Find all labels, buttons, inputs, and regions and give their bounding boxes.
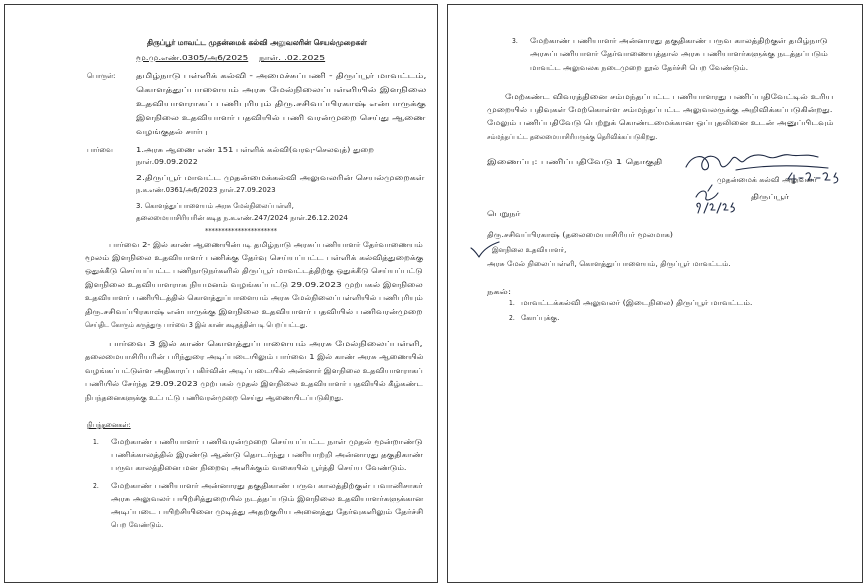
reference-line: ந.க.எண்.0361/அ6/2023 நாள்.27.09.2023 — [136, 186, 276, 194]
reference-date: நாள். .02.2025 — [259, 54, 326, 62]
body-line: மேற்கண்ட விவரத்தினை சம்மந்தப்பட்ட பணியாளரது பணிப்பதிவேட்டில் உரிய — [505, 93, 834, 101]
condition-line: மாவட்ட அலுவலக நடைமுறை நூல் தேர்ச்சி பெற வேண்டும். — [530, 64, 749, 72]
condition-number: 1. — [93, 438, 99, 446]
copy-label: நகல்: — [487, 288, 512, 296]
initials-stroke — [696, 185, 718, 200]
reference-line: 1.அரசு ஆணை எண் 151 பள்ளிக் கல்வி(வரவு-செலவுத்) துறை — [136, 146, 374, 154]
body-line: பார்வை 3 இல் காண் கொளத்துப்பாளையம் அரசு மேல்நிலைப்பள்ளி, — [109, 340, 423, 348]
condition-line: பெற வேண்டும். — [111, 521, 164, 529]
subject-line: வழங்குதல் சார்பு — [136, 128, 208, 136]
initials-date-stroke — [697, 203, 735, 213]
page-right — [447, 4, 863, 583]
signatory-place: திருப்பூர் — [751, 193, 790, 201]
enclosure-note: இணைப்பு: பணிப்பதிவேடு 1 தொகுதி — [487, 158, 663, 166]
condition-number: 2. — [93, 482, 99, 490]
recipient-line: இளநிலை உதவியாளர், — [492, 246, 567, 254]
reference-line: நாள்.09.09.2022 — [136, 158, 198, 166]
condition-line: பருவ காலத்தினை மன நிறைவு அளிக்கும் வகையில் பூர்த்தி செய்ய வேண்டும். — [111, 464, 407, 472]
reference-label: பார்வை — [87, 146, 113, 154]
body-line: முறையில் பதிவுகள் மேற்கொள்ள சம்மந்தப்பட்ட அலுவலருக்கு அறிவிக்கப்படுகின்றது. — [487, 106, 833, 114]
condition-line: அரசுப்பணியாளர் தேர்வாணையத்தால் அரசு பணியாளர்களுக்கு நடத்தப்படும் — [530, 50, 828, 58]
recipient-label: பெறுநர் — [487, 210, 521, 218]
condition-line: அடிப்படை பயிற்சியினை முடித்து அதற்குரிய அனைத்து தேர்வுகளிலும் தேர்ச்சி — [111, 508, 424, 516]
condition-line: மேற்காண் பணியாளர் அன்னாரது தகுதிகாண் பருவ காலத்திற்குள் பவானிசாகர் — [111, 482, 423, 490]
body-line: பார்வை 2- இல் காண் ஆணையின்படி தமிழ்நாடு அரசுப்பணியாளர் தேர்வாணையம் — [109, 241, 423, 249]
subject-line: கொளத்துப்பாளையம் அரசு மேல்நிலைப்பள்ளியில் இளநிலை — [136, 86, 427, 94]
body-line: தலைமையாசிரியரின் பரிந்துரை அடிப்படையிலும் பார்வை 1 இல் காண் அரசு ஆணையில் — [85, 353, 424, 361]
body-line: ஒதுக்கீடு செய்யப்பட்ட பணிநாடுநர்களில் திருப்பூர் மாவட்டத்திற்கு ஒதுக்கீடு செய்யப்பட்டு — [85, 267, 423, 275]
reference-line: தலைமையாசிரியரின் கடித ந.க.எண்.247/2024 நாள்.26.12.2024 — [136, 214, 348, 222]
condition-line: மேற்காண் பணியாளர் பணிவரன்முறை செய்யப்பட்ட நாள் முதல் மூன்றாண்டு — [111, 438, 423, 446]
subject-line: இளநிலை உதவியாளர் பதவியில் பணி வரன்முறை செய்து ஆணை — [136, 114, 426, 122]
body-line: வழங்கப்பட்டுள்ள அதிகாரப் பகிர்வின் அடிப்படையில் அன்னார் இளநிலை உதவியாளராகப் — [85, 367, 423, 375]
copy-number: 1. — [509, 299, 515, 307]
separator: ********************** — [205, 227, 277, 235]
subject-line: தமிழ்நாடு பள்ளிக் கல்வி - அமைச்சுப்பணி - திருப்பூர் மாவட்டம், — [136, 72, 427, 80]
condition-number: 3. — [512, 37, 518, 45]
body-line: நிபந்தனைகளுக்கு உட்பட்டு பணிவரன்முறை செய்து ஆணையிடப்படுகிறது. — [85, 394, 344, 402]
body-line: மேலும் பணிப்பதிவேடு பெற்றுக் கொண்டமைக்கான ஒப்புதலினை உடன் அனுப்பிடவும் — [487, 119, 834, 127]
body-line: மூலம் இளநிலை உதவியாளர் பணிக்கு தேர்வு செய்யப்பட்ட பள்ளிக் கல்வித்துறைக்கு — [85, 254, 424, 262]
signature-underline — [736, 166, 828, 170]
condition-line: மேற்காண் பணியாளர் அன்னாரது தகுதிகாண் பருவ காலத்திற்குள் தமிழ்நாடு — [530, 37, 828, 45]
signature — [678, 145, 848, 225]
document-title: திருப்பூர் மாவட்ட முதன்மைக் கல்வி அலுவலரின் செயல்முறைகள் — [147, 38, 367, 47]
conditions-heading: நிபந்தனைகள்: — [87, 421, 131, 429]
copy-line: மாவட்டக்கல்வி அலுவலர் (இடைநிலை) திருப்பூர் மாவட்டம். — [521, 299, 753, 307]
copy-line: கோப்புக்கு. — [521, 314, 560, 322]
body-line: இளநிலை உதவியாளராக நியமனம் வழங்கப்பட்டு 29.09.2023 முற்பகல் இளநிலை — [85, 281, 423, 289]
recipient-line: அரசு மேல் நிலைப்பள்ளி, கொளத்துப்பாளையம், திருப்பூர் மாவட்டம். — [487, 260, 731, 268]
body-line: பணியில் சேர்ந்த 29.09.2023 முற்பகல் முதல் இளநிலை உதவியாளர் பதவியில் கீழ்கண்ட — [85, 380, 423, 388]
reference-number: மூ.மு.எண்.0305/அ6/2025 — [136, 54, 249, 62]
reference-line: 2.திருப்பூர் மாவட்ட முதன்மைக்கல்வி அலுவலரின் செயல்முறைகள் — [136, 174, 425, 182]
copy-number: 2. — [509, 314, 515, 322]
body-line: உதவியாளர் பணியிடத்தில் கொளத்துப்பாளையம் அரசு மேல்நிலைப்பள்ளியில் பணிபுரியும் — [85, 294, 423, 302]
body-line: திரு.சசிவப்பிரகாஷ் என்பாருக்கு இளநிலை உதவியாளர் பதவியில் பணிவரன்முறை — [85, 308, 423, 316]
reference-line: 3. கொளத்துப்பாளையம் அரசு மேல்நிலைப்பள்ளி, — [136, 202, 294, 210]
condition-line: அரசு அலுவலர் பயிற்சித்துறையில் நடத்தப்படும் இளநிலை உதவியாளர்களுக்கான — [111, 495, 424, 503]
condition-line: பணிக்காலத்தில் இரண்டு ஆண்டு தொடர்ந்து பணியாற்றி அன்னாரது தகுதிகாண் — [111, 451, 423, 459]
recipient-line: திரு.சசிவப்பிரகாஷ் (தலைமையாசிரியர் மூலமாக) — [487, 231, 674, 239]
body-line: செய்திட கோரும் கருத்துரு பார்வை 3 இல் காண் கடிதத்தின்படி பெறப்பட்டது. — [85, 321, 308, 329]
subject-label: பொருள்: — [87, 72, 116, 80]
subject-line: உதவியாளராகப் பணிபுரியும் திரு.சசிவப்பிரகாஷ் என்பாருக்கு — [136, 100, 426, 108]
body-line: சம்மந்தப்பட்ட தலைமையாசிரியருக்கு தெரிவிக்கப்படுகிறது. — [487, 133, 658, 141]
page-left — [4, 4, 438, 583]
signatory-title: முதன்மைக் கல்வி அலுவலர் — [717, 176, 817, 184]
